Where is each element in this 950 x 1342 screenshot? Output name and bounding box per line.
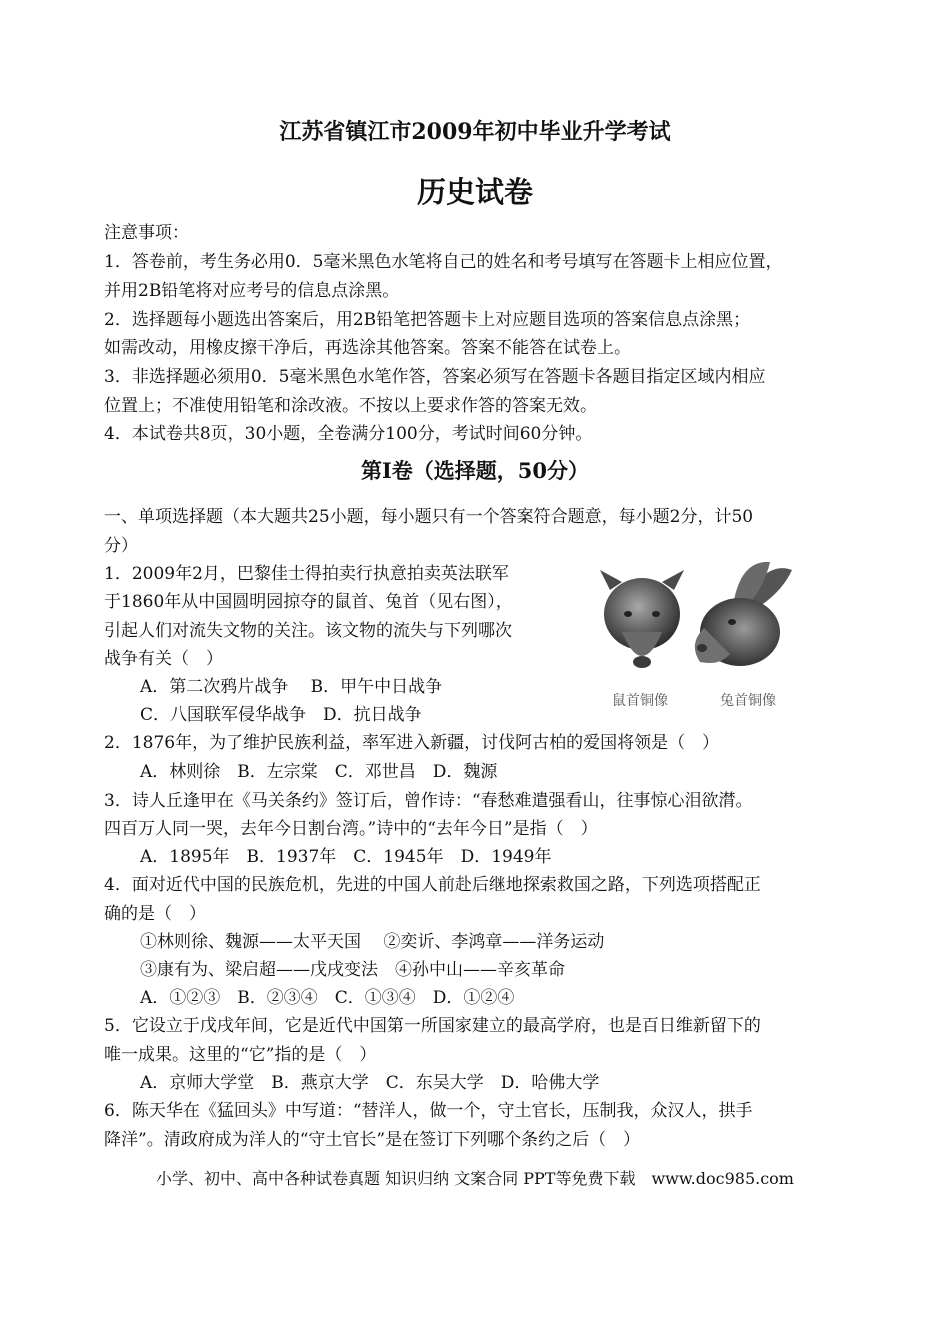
notes-line: 如需改动，用橡皮擦干净后，再选涂其他答案。答案不能答在试卷上。 (104, 338, 631, 358)
rat-head-icon (600, 570, 684, 668)
question-3-stem: 四百万人同一哭，去年今日割台湾。”诗中的“去年今日”是指（ ） (104, 819, 598, 839)
question-4-stem: 确的是（ ） (104, 904, 206, 924)
bronze-heads-image (592, 562, 798, 687)
notes-line: 3．非选择题必须用0．5毫米黑色水笔作答，答案必须写在答题卡各题目指定区域内相应 (104, 367, 766, 387)
question-4-item: ①林则徐、魏源——太平天国 ②奕䜣、李鸿章——洋务运动 (140, 932, 605, 952)
question-2-options: A．林则徐 B．左宗棠 C．邓世昌 D．魏源 (140, 762, 498, 782)
part-instruction: 分） (104, 536, 138, 556)
question-4-item: ③康有为、梁启超——戊戌变法 ④孙中山——辛亥革命 (140, 960, 565, 980)
question-3-options: A．1895年 B．1937年 C．1945年 D．1949年 (140, 847, 552, 867)
part-instruction: 一、单项选择题（本大题共25小题，每小题只有一个答案符合题意，每小题2分，计50 (104, 507, 754, 527)
notes-line: 2．选择题每小题选出答案后，用2B铅笔把答题卡上对应题目选项的答案信息点涂黑； (104, 310, 751, 330)
question-1-options: C．八国联军侵华战争 D．抗日战争 (140, 705, 422, 725)
notes-line: 位置上；不准使用铅笔和涂改液。不按以上要求作答的答案无效。 (104, 396, 597, 416)
section-title: 第Ⅰ卷（选择题，50分） (360, 458, 590, 483)
question-1-options: A．第二次鸦片战争 B．甲午中日战争 (140, 677, 443, 697)
question-1-stem: 于1860年从中国圆明园掠夺的鼠首、兔首（见右图）， (104, 592, 513, 612)
notes-line: 1．答卷前，考生务必用0．5毫米黑色水笔将自己的姓名和考号填写在答题卡上相应位置， (104, 252, 783, 272)
notes-line: 4．本试卷共8页，30小题，全卷满分100分，考试时间60分钟。 (104, 424, 593, 444)
figure-caption-rabbit: 兔首铜像 (720, 693, 776, 709)
question-6-stem: 6．陈天华在《猛回头》中写道：“替洋人，做一个，守土官长，压制我，众汉人，拱手 (104, 1101, 753, 1121)
exam-subtitle: 历史试卷 (416, 175, 533, 209)
question-5-stem: 唯一成果。这里的“它”指的是（ ） (104, 1045, 377, 1065)
question-4-stem: 4．面对近代中国的民族危机，先进的中国人前赴后继地探索救国之路，下列选项搭配正 (104, 875, 761, 895)
notes-heading: 注意事项： (104, 223, 189, 243)
question-5-stem: 5．它设立于戊戌年间，它是近代中国第一所国家建立的最高学府，也是百日维新留下的 (104, 1016, 761, 1036)
rabbit-head-icon (695, 562, 792, 666)
question-1-stem: 战争有关（ ） (104, 649, 223, 669)
question-4-options: A．①②③ B．②③④ C．①③④ D．①②④ (140, 988, 515, 1008)
question-2-stem: 2．1876年，为了维护民族利益，率军进入新疆，讨伐阿古柏的爱国将领是（ ） (104, 733, 720, 753)
figure-caption-rat: 鼠首铜像 (612, 693, 668, 709)
notes-line: 并用2B铅笔将对应考号的信息点涂黑。 (104, 281, 400, 301)
question-1-stem: 引起人们对流失文物的关注。该文物的流失与下列哪次 (104, 621, 512, 641)
question-5-options: A．京师大学堂 B．燕京大学 C．东吴大学 D．哈佛大学 (140, 1073, 600, 1093)
exam-title: 江苏省镇江市2009年初中毕业升学考试 (279, 119, 671, 145)
page-footer: 小学、初中、高中各种试卷真题 知识归纳 文案合同 PPT等免费下载 www.doc985.com (156, 1169, 794, 1188)
question-3-stem: 3．诗人丘逢甲在《马关条约》签订后，曾作诗：“春愁难遣强看山，往事惊心泪欲潸。 (104, 791, 753, 811)
bronze-heads-figure (592, 562, 798, 712)
question-1-stem: 1．2009年2月，巴黎佳士得拍卖行执意拍卖英法联军 (104, 564, 509, 584)
question-6-stem: 降洋”。清政府成为洋人的“守土官长”是在签订下列哪个条约之后（ ） (104, 1130, 641, 1150)
